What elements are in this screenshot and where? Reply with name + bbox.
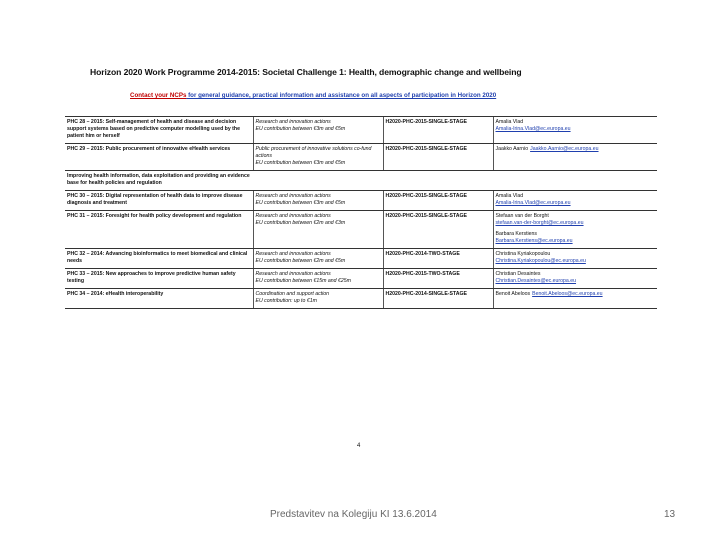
slide-number: 13 — [664, 509, 676, 520]
action-cell: Research and innovation actions EU contribution between €2m and €5m — [253, 249, 383, 269]
table-row — [65, 117, 657, 144]
action-cell: Research and innovation actions EU contribution between €2m and €3m — [253, 211, 383, 249]
table-row — [65, 249, 657, 269]
topic-cell: PHC 29 – 2015: Public procurement of innovative eHealth services — [65, 144, 253, 171]
contact-email-link[interactable]: Barbara.Kerstiens@ec.europa.eu — [495, 238, 573, 244]
contact-cell — [493, 211, 657, 249]
contact-name: Benoit Abeloos — [495, 291, 531, 297]
contact-name: Amalia Vlad — [495, 193, 524, 199]
topics-table-body — [65, 117, 657, 309]
contact-cell — [493, 249, 657, 269]
topic-cell: PHC 34 – 2014: eHealth interoperability — [65, 289, 253, 309]
section-row — [65, 171, 657, 191]
slide-footer: Predstavitev na Kolegiju KI 13.6.2014 — [270, 509, 437, 520]
subtitle-rest: for general guidance, practical information and assistance on all aspects of participation in Horizon 2020 — [186, 92, 497, 99]
section-filler — [253, 171, 657, 191]
contact-email-link[interactable]: Christian.Desaintes@ec.europa.eu — [495, 278, 577, 284]
topic-cell: PHC 33 – 2015: New approaches to improve predictive human safety testing — [65, 269, 253, 289]
subtitle-line — [130, 92, 650, 99]
contact-cell — [493, 117, 657, 144]
contact-email-link[interactable]: Amalia-Irina.Vlad@ec.europa.eu — [495, 126, 571, 132]
contact-email-link[interactable]: Jaakko.Aarnio@ec.europa.eu — [530, 146, 599, 152]
table-row — [65, 289, 657, 309]
action-cell: Research and innovation actions EU contribution between €15m and €25m — [253, 269, 383, 289]
section-heading: Improving health information, data exploitation and providing an evidence base for health policies and regulation — [65, 171, 253, 191]
contact-cell — [493, 289, 657, 309]
contact-name: Jaakko Aarnio — [495, 146, 529, 152]
ncp-contact-link[interactable]: Contact your NCPs — [130, 92, 187, 99]
call-id-cell: H2020-PHC-2014-TWO-STAGE — [383, 249, 493, 269]
contact-email-link[interactable]: Amalia-Irina.Vlad@ec.europa.eu — [495, 200, 571, 206]
contact-name: Barbara Kerstiens — [495, 231, 538, 237]
table-row — [65, 191, 657, 211]
call-id-cell: H2020-PHC-2015-TWO-STAGE — [383, 269, 493, 289]
contact-name: Stefaan van der Borght — [495, 213, 549, 219]
topic-cell: PHC 30 – 2015: Digital representation of health data to improve disease diagnosis and treatment — [65, 191, 253, 211]
document-page-number: 4 — [357, 443, 361, 449]
contact-email-link[interactable]: stefaan.van-der-borght@ec.europa.eu — [495, 220, 584, 226]
call-id-cell: H2020-PHC-2015-SINGLE-STAGE — [383, 191, 493, 211]
contact-name: Christina Kyriakopoulou — [495, 251, 551, 257]
action-cell: Coordination and support action EU contribution: up to €1m — [253, 289, 383, 309]
topic-cell: PHC 31 – 2015: Foresight for health policy development and regulation — [65, 211, 253, 249]
call-id-cell: H2020-PHC-2014-SINGLE-STAGE — [383, 289, 493, 309]
table-row — [65, 269, 657, 289]
contact-cell — [493, 269, 657, 289]
document-title: Horizon 2020 Work Programme 2014-2015: Societal Challenge 1: Health, demographic change and wellbeing — [90, 67, 522, 77]
action-cell: Research and innovation actions EU contribution between €3m and €5m — [253, 191, 383, 211]
topic-cell: PHC 32 – 2014: Advancing bioinformatics to meet biomedical and clinical needs — [65, 249, 253, 269]
action-cell: Research and innovation actions EU contribution between €3m and €5m — [253, 117, 383, 144]
topics-table — [65, 116, 657, 309]
table-row — [65, 211, 657, 249]
call-id-cell: H2020-PHC-2015-SINGLE-STAGE — [383, 117, 493, 144]
call-id-cell: H2020-PHC-2015-SINGLE-STAGE — [383, 211, 493, 249]
call-id-cell: H2020-PHC-2015-SINGLE-STAGE — [383, 144, 493, 171]
contact-email-link[interactable]: Benoit.Abeloos@ec.europa.eu — [532, 291, 603, 297]
contact-cell — [493, 144, 657, 171]
action-cell: Public procurement of innovative solutions co-fund actions EU contribution between €3m and €5m — [253, 144, 383, 171]
contact-email-link[interactable]: Christina.Kyriakopoulou@ec.europa.eu — [495, 258, 586, 264]
topic-cell: PHC 28 – 2015: Self-management of health and disease and decision support systems based on predictive computer modelling used by the patient him or herself — [65, 117, 253, 144]
table-row — [65, 144, 657, 171]
contact-name: Amalia Vlad — [495, 119, 524, 125]
contact-cell — [493, 191, 657, 211]
contact-name: Christian Desaintes — [495, 271, 541, 277]
